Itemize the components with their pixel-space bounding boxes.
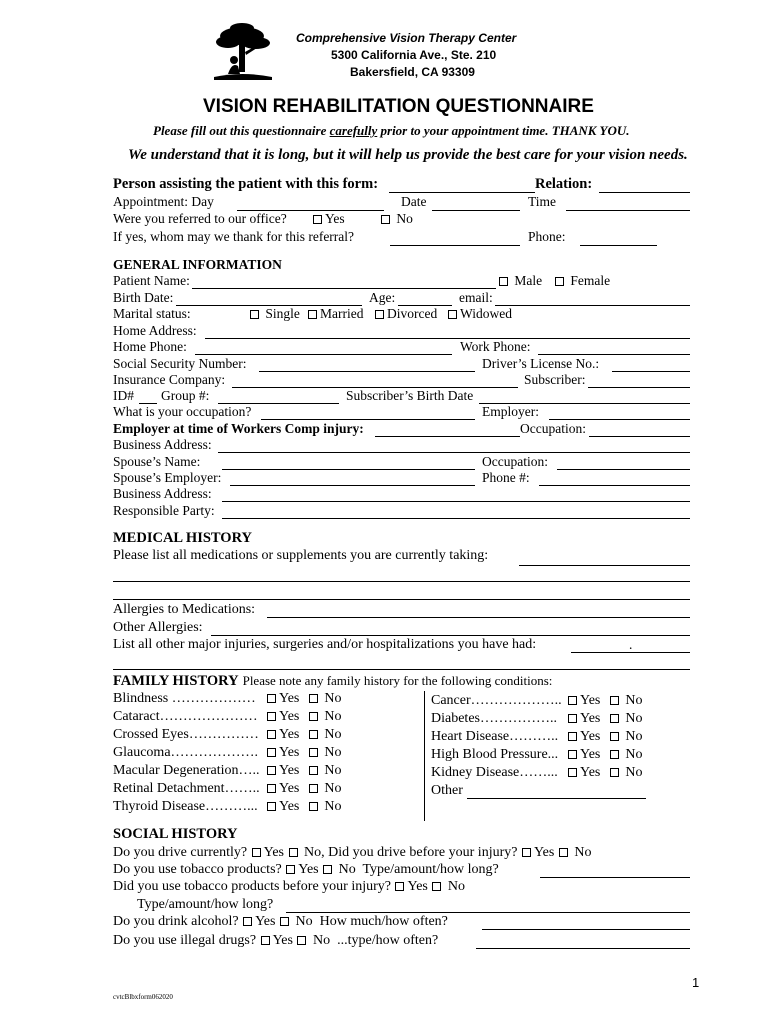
subscriber-line[interactable] <box>588 387 690 388</box>
spouse-name-line[interactable] <box>222 469 475 470</box>
family-row: Glaucoma………………. Yes No <box>113 745 342 760</box>
form-code: cvtcBlbxform062020 <box>113 993 173 1001</box>
family-history-heading: FAMILY HISTORY <box>113 673 239 689</box>
family-right-column <box>431 692 643 800</box>
clinic-address-line1: 5300 California Ave., Ste. 210 <box>331 48 497 62</box>
checkbox-icon[interactable] <box>568 696 577 705</box>
divorced-option[interactable]: Divorced <box>374 306 437 322</box>
person-assisting-line[interactable] <box>389 192 535 193</box>
checkbox-icon[interactable] <box>309 712 318 721</box>
age-label: Age: <box>369 290 396 305</box>
page-title: VISION REHABILITATION QUESTIONNAIRE <box>203 96 594 117</box>
checkbox-icon[interactable] <box>267 730 276 739</box>
family-row: Kidney Disease……... Yes No <box>431 765 643 780</box>
checkbox-icon[interactable] <box>610 696 619 705</box>
tobacco-before-row: Did you use tobacco products before your injury? Yes No <box>113 879 465 894</box>
checkbox-icon[interactable] <box>280 917 289 926</box>
checkbox-icon[interactable] <box>568 768 577 777</box>
group-label: Group #: <box>161 388 210 403</box>
checkbox-icon[interactable] <box>297 936 306 945</box>
time-line[interactable] <box>566 210 690 211</box>
tobacco-before-type-label: Type/amount/how long? <box>137 897 274 912</box>
checkbox-icon[interactable] <box>267 748 276 757</box>
checkbox-icon[interactable] <box>309 784 318 793</box>
spouse-business-address-line[interactable] <box>222 501 690 502</box>
business-address-line[interactable] <box>218 452 690 453</box>
tobacco-question-row: Do you use tobacco products? Yes No Type/amount/how long? <box>113 862 499 877</box>
checkbox-icon[interactable] <box>267 694 276 703</box>
social-history-heading: SOCIAL HISTORY <box>113 826 238 842</box>
injuries-label: List all other major injuries, surgeries and/or hospitalizations you have had: <box>113 637 537 652</box>
checkbox-icon[interactable] <box>375 310 384 319</box>
medications-label: Please list all medications or supplements you are currently taking: <box>113 548 489 563</box>
ssn-line[interactable] <box>259 371 475 372</box>
clinic-address-line2: Bakersfield, CA 93309 <box>350 65 475 79</box>
home-phone-label: Home Phone: <box>113 339 187 354</box>
checkbox-icon[interactable] <box>286 865 295 874</box>
referral-whom-label: If yes, whom may we thank for this referral? <box>113 229 355 244</box>
checkbox-icon[interactable] <box>309 748 318 757</box>
spouse-employer-label: Spouse’s Employer: <box>113 470 222 485</box>
license-line[interactable] <box>612 371 690 372</box>
relation-line[interactable] <box>599 192 690 193</box>
medications-line-1[interactable] <box>519 565 690 566</box>
injuries-line-2[interactable] <box>113 669 690 670</box>
medications-line-3[interactable] <box>113 599 690 600</box>
employer-label: Employer: <box>482 404 539 419</box>
home-address-line[interactable] <box>205 338 690 339</box>
family-row: Crossed Eyes…………… Yes No <box>113 727 342 742</box>
general-info-heading: GENERAL INFORMATION <box>113 257 282 272</box>
checkbox-icon[interactable] <box>381 215 390 224</box>
patient-name-line[interactable] <box>192 288 496 289</box>
tobacco-type-line[interactable] <box>540 877 690 878</box>
employer-line[interactable] <box>549 419 690 420</box>
married-option[interactable]: Married <box>307 306 363 322</box>
checkbox-icon[interactable] <box>243 917 252 926</box>
checkbox-icon[interactable] <box>568 714 577 723</box>
allergies-meds-line[interactable] <box>267 617 690 618</box>
checkbox-icon[interactable] <box>267 784 276 793</box>
checkbox-icon[interactable] <box>432 882 441 891</box>
injuries-period: . <box>629 637 633 652</box>
family-left-column <box>113 690 342 816</box>
relation-label: Relation: <box>535 176 593 192</box>
referral-phone-line[interactable] <box>580 245 657 246</box>
referred-yes[interactable]: Yes <box>312 211 345 227</box>
checkbox-icon[interactable] <box>395 882 404 891</box>
checkbox-icon[interactable] <box>568 750 577 759</box>
checkbox-icon[interactable] <box>610 768 619 777</box>
responsible-party-line[interactable] <box>222 518 690 519</box>
checkbox-icon[interactable] <box>568 732 577 741</box>
drugs-line[interactable] <box>476 948 690 949</box>
work-phone-label: Work Phone: <box>460 339 531 354</box>
email-label: email: <box>459 290 493 305</box>
date-label: Date <box>401 194 427 209</box>
family-row: Macular Degeneration….. Yes No <box>113 763 342 778</box>
widowed-option[interactable]: Widowed <box>447 306 512 322</box>
checkbox-icon[interactable] <box>448 310 457 319</box>
family-history-note: Please note any family history for the following conditions: <box>242 673 553 688</box>
spouse-phone-line[interactable] <box>539 485 690 486</box>
occupation-line[interactable] <box>261 419 475 420</box>
male-option[interactable]: Male <box>498 273 542 289</box>
checkbox-icon[interactable] <box>267 766 276 775</box>
allergies-meds-label: Allergies to Medications: <box>113 602 256 617</box>
checkbox-icon[interactable] <box>309 766 318 775</box>
business-address-label: Business Address: <box>113 437 212 452</box>
ssn-label: Social Security Number: <box>113 356 247 371</box>
wc-occupation-label: Occupation: <box>520 421 586 436</box>
spouse-occupation-label: Occupation: <box>482 454 548 469</box>
referral-phone-label: Phone: <box>528 229 566 244</box>
referred-no[interactable]: No <box>380 211 413 227</box>
other-allergies-line[interactable] <box>211 635 690 636</box>
checkbox-icon[interactable] <box>267 802 276 811</box>
spouse-employer-line[interactable] <box>230 485 475 486</box>
email-line[interactable] <box>495 305 690 306</box>
alcohol-question-row: Do you drink alcohol? Yes No How much/how often? <box>113 914 448 929</box>
subscriber-birth-label: Subscriber’s Birth Date <box>346 388 474 403</box>
tobacco-before-type-line[interactable] <box>286 912 690 913</box>
family-row: Cataract………………… Yes No <box>113 709 342 724</box>
insurance-label: Insurance Company: <box>113 372 226 387</box>
family-divider <box>424 691 425 821</box>
home-address-label: Home Address: <box>113 323 197 338</box>
checkbox-icon[interactable] <box>610 750 619 759</box>
female-option[interactable]: Female <box>554 273 610 289</box>
employer-wc-label: Employer at time of Workers Comp injury: <box>113 421 364 436</box>
family-history-header <box>113 672 552 690</box>
family-row: High Blood Pressure... Yes No <box>431 747 643 762</box>
family-row: Retinal Detachment…….. Yes No <box>113 781 342 796</box>
checkbox-icon[interactable] <box>309 694 318 703</box>
person-assisting-label: Person assisting the patient with this form: <box>113 176 379 192</box>
employer-wc-line[interactable] <box>375 436 520 437</box>
checkbox-icon[interactable] <box>323 865 332 874</box>
checkbox-icon[interactable] <box>267 712 276 721</box>
family-other-line[interactable] <box>467 798 646 799</box>
checkbox-icon[interactable] <box>313 215 322 224</box>
tree-reader-logo <box>212 22 274 82</box>
family-row: Diabetes…………….. Yes No <box>431 711 643 726</box>
date-line[interactable] <box>432 210 520 211</box>
referral-whom-line[interactable] <box>390 245 520 246</box>
spouse-occupation-line[interactable] <box>557 469 690 470</box>
checkbox-icon[interactable] <box>309 802 318 811</box>
work-phone-line[interactable] <box>538 354 690 355</box>
medical-history-heading: MEDICAL HISTORY <box>113 530 253 546</box>
page-number: 1 <box>692 975 700 990</box>
checkbox-icon[interactable] <box>522 848 531 857</box>
alcohol-line[interactable] <box>482 929 690 930</box>
clinic-name: Comprehensive Vision Therapy Center <box>296 31 517 45</box>
checkbox-icon[interactable] <box>555 277 564 286</box>
family-other-row: Other <box>431 783 463 798</box>
family-row: Cancer……………….. Yes No <box>431 693 643 708</box>
checkbox-icon[interactable] <box>610 714 619 723</box>
wc-occupation-line[interactable] <box>589 436 690 437</box>
responsible-party-label: Responsible Party: <box>113 503 215 518</box>
home-phone-line[interactable] <box>195 354 452 355</box>
spouse-phone-label: Phone #: <box>482 470 530 485</box>
single-option[interactable]: Single <box>249 306 300 322</box>
fill-instruction: Please fill out this questionnaire carefully prior to your appointment time. THANK YOU. <box>153 123 630 138</box>
checkbox-icon[interactable] <box>309 730 318 739</box>
family-row: Blindness ……………… Yes No <box>113 691 342 706</box>
other-allergies-label: Other Allergies: <box>113 620 203 635</box>
appointment-day-label: Appointment: Day <box>113 194 214 209</box>
checkbox-icon[interactable] <box>499 277 508 286</box>
checkbox-icon[interactable] <box>308 310 317 319</box>
drive-question-row: Do you drive currently? Yes No, Did you drive before your injury? Yes No <box>113 845 592 860</box>
spouse-business-address-label: Business Address: <box>113 486 212 501</box>
birth-date-label: Birth Date: <box>113 290 174 305</box>
time-label: Time <box>528 194 557 209</box>
checkbox-icon[interactable] <box>289 848 298 857</box>
medications-line-2[interactable] <box>113 581 690 582</box>
drugs-question-row: Do you use illegal drugs? Yes No ...type/how often? <box>113 933 439 948</box>
subscriber-label: Subscriber: <box>524 372 586 387</box>
spouse-name-label: Spouse’s Name: <box>113 454 201 469</box>
license-label: Driver’s License No.: <box>482 356 600 371</box>
patient-name-label: Patient Name: <box>113 273 190 288</box>
family-row: Heart Disease……….. Yes No <box>431 729 643 744</box>
checkbox-icon[interactable] <box>261 936 270 945</box>
checkbox-icon[interactable] <box>559 848 568 857</box>
marital-status-label: Marital status: <box>113 306 191 321</box>
checkbox-icon[interactable] <box>252 848 261 857</box>
family-row: Thyroid Disease………... Yes No <box>113 799 342 814</box>
checkbox-icon[interactable] <box>250 310 259 319</box>
subtitle: We understand that it is long, but it will help us provide the best care for your vision needs. <box>128 147 688 163</box>
checkbox-icon[interactable] <box>610 732 619 741</box>
referred-question: Were you referred to our office? <box>113 211 287 226</box>
occupation-question: What is your occupation? <box>113 404 252 419</box>
id-label: ID# <box>113 388 134 403</box>
